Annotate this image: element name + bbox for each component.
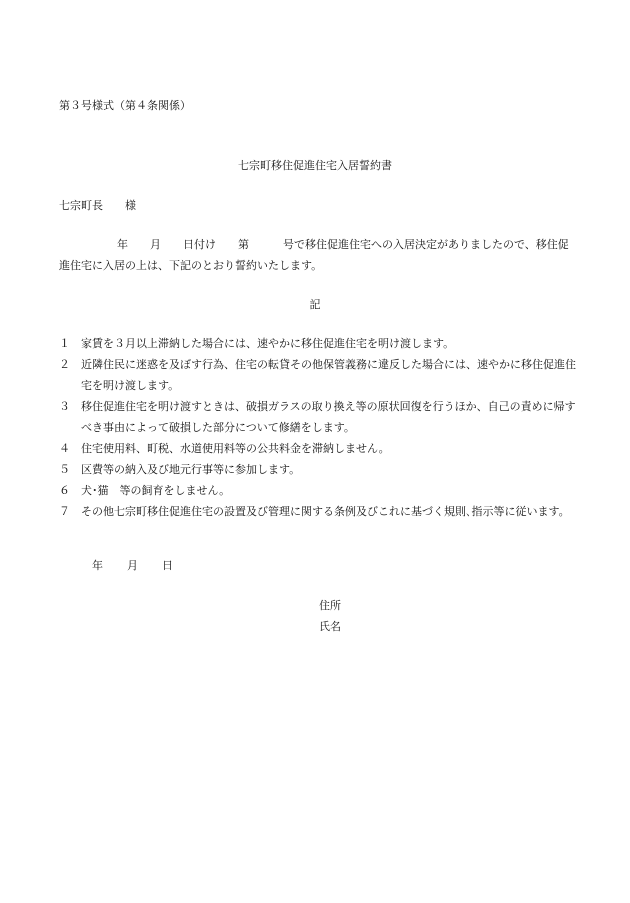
intro-number-prefix: 第 <box>238 238 249 251</box>
pledge-item-2 <box>59 354 581 396</box>
pledge-text: 住宅使用料、町税、水道使用料等の公共料金を滞納しません。 <box>81 442 390 455</box>
pledge-number: １ <box>59 337 70 350</box>
addressee-name: 七宗町長 <box>59 199 103 212</box>
addressee-honorific: 様 <box>125 199 136 212</box>
pledge-text: 区費等の納入及び地元行事等に参加します。 <box>81 463 301 476</box>
pledge-text: 家賃を３月以上滞納した場合には、速やかに移住促進住宅を明け渡します。 <box>81 337 455 350</box>
intro-day-label: 日付け <box>183 238 216 251</box>
intro-number-suffix: 号で移住促進住宅への入居決定がありましたので、移住促進住宅に入居の上は、下記のとおり誓約いたします。 <box>59 238 569 272</box>
date-line <box>92 555 173 576</box>
document-title: 七宗町移住促進住宅入居誓約書 <box>238 159 392 172</box>
date-day-label: 日 <box>162 559 173 572</box>
intro-paragraph <box>59 234 579 276</box>
pledge-number: ５ <box>59 463 70 476</box>
pledge-item-1 <box>59 333 581 354</box>
pledge-item-7 <box>59 501 581 522</box>
name-label: 氏名 <box>319 620 341 633</box>
pledge-number: ２ <box>59 358 70 371</box>
pledge-text: その他七宗町移住促進住宅の設置及び管理に関する条例及びこれに基づく規則､指示等に従います。 <box>81 505 570 518</box>
pledge-number: ６ <box>59 484 70 497</box>
address-label: 住所 <box>319 599 341 612</box>
pledge-text: 近隣住民に迷惑を及ぼす行為、住宅の転貸その他保管義務に違反した場合には、速やかに移住促進住宅を明け渡します。 <box>81 358 576 392</box>
date-month-label: 月 <box>127 559 138 572</box>
pledge-item-3 <box>59 396 581 438</box>
form-number: 第３号様式（第４条関係） <box>59 99 191 112</box>
pledge-list <box>59 333 581 522</box>
pledge-text: 犬･猫 等の飼育をしません。 <box>81 484 231 497</box>
pledge-number: ４ <box>59 442 70 455</box>
pledge-text: 移住促進住宅を明け渡すときは、破損ガラスの取り換え等の原状回復を行うほか、自己の責めに帰すべき事由によって破損した部分について修繕をします。 <box>81 400 576 434</box>
pledge-number: ７ <box>59 505 70 518</box>
addressee <box>59 195 136 216</box>
pledge-number: ３ <box>59 400 70 413</box>
pledge-item-4 <box>59 438 581 459</box>
intro-month-label: 月 <box>150 238 161 251</box>
ki-heading: 記 <box>309 298 321 311</box>
pledge-item-5 <box>59 459 581 480</box>
pledge-item-6 <box>59 480 581 501</box>
date-year-label: 年 <box>92 559 103 572</box>
intro-year-label: 年 <box>117 238 128 251</box>
